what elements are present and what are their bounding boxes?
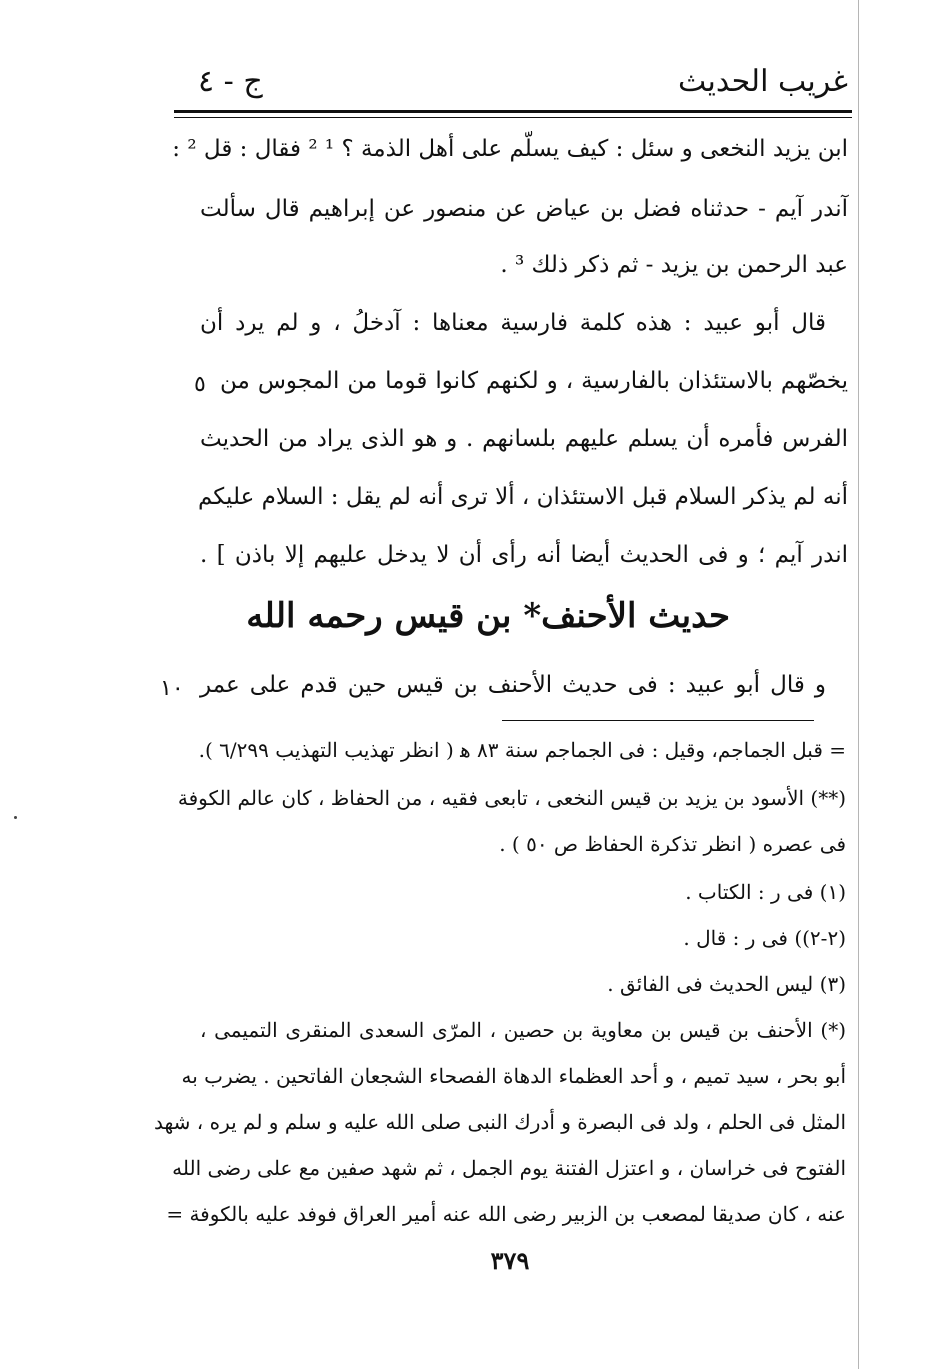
body-line-after-heading: و قال أبو عبيد : فى حديث الأحنف بن قيس حين قدم على عمر (200, 672, 826, 698)
margin-line-number-5: ٥ (194, 372, 206, 397)
footnote-line: المثل فى الحلم ، ولد فى البصرة و أدرك النبى صلى الله عليه و سلم و لم يره ، شهد (153, 1110, 846, 1134)
footnote-separator (502, 720, 814, 721)
body-line-5: يخصّهم بالاستئذان بالفارسية ، و لكنهم كانوا قوما من المجوس من (220, 368, 848, 394)
footnote-line: = قبل الجماجم، وقيل : فى الجماجم سنة ٨٣ ﻫ ( انظر تهذيب التهذيب ٦/٢٩٩ ). (198, 738, 846, 762)
footnote-line: (٢-٢)) فى ر : قال . (683, 926, 846, 950)
body-line-1: ابن يزيد النخعى و سئل : كيف يسلّم على أهل الذمة ؟ ¹ ² فقال : قل ² : (172, 136, 848, 162)
footnote-line: (**) الأسود بن يزيد بن قيس النخعى ، تابعى فقيه ، من الحفاظ ، كان عالم الكوفة (177, 786, 846, 810)
body-line-4: قال أبو عبيد : هذه كلمة فارسية معناها : آدخلُ ، و لم يرد أن (200, 310, 826, 336)
footnote-line: فى عصره ( انظر تذكرة الحفاظ ص ٥٠ ) . (499, 832, 846, 856)
footnote-line: الفتوح فى خراسان ، و اعتزل الفتنة يوم الجمل ، ثم شهد صفين مع على رضى الله (172, 1156, 846, 1180)
header-rule-thick (174, 110, 852, 113)
page-number: ٣٧٩ (490, 1246, 530, 1275)
running-header-title: غريب الحديث (678, 64, 848, 99)
footnote-line: عنه ، كان صديقا لمصعب بن الزبير رضى الله عنه أمير العراق فوفد عليه بالكوفة = (166, 1202, 846, 1226)
body-line-3: عبد الرحمن بن يزيد - ثم ذكر ذلك ³ . (500, 252, 848, 278)
footnote-line: (٣) ليس الحديث فى الفائق . (607, 972, 846, 996)
body-line-2: آندر آيم - حدثناه فضل بن عياض عن منصور عن إبراهيم قال سألت (200, 196, 848, 222)
body-line-8: اندر آيم ؛ و فى الحديث أيضا أنه رأى أن لا يدخل عليهم إلا باذن ] . (200, 542, 848, 568)
body-line-7: أنه لم يذكر السلام قبل الاستئذان ، ألا ترى أنه لم يقل : السلام عليكم (198, 484, 848, 510)
footnote-line: (*) الأحنف بن قيس بن معاوية بن حصين ، المرّى السعدى المنقرى التميمى ، (200, 1018, 847, 1042)
footnote-line: أبو بحر ، سيد تميم ، و أحد العظماء الدهاة الفصحاء الشجعان الفاتحين . يضرب به (181, 1064, 846, 1088)
page-edge-line (858, 0, 859, 1369)
header-rule-thin (174, 117, 852, 118)
running-header-volume: ج - ٤ (198, 64, 263, 99)
scan-speck (14, 816, 17, 819)
body-line-6: الفرس فأمره أن يسلم عليهم بلسانهم . و هو الذى يراد من الحديث (200, 426, 848, 452)
section-heading: حديث الأحنف* بن قيس رحمه الله (246, 596, 730, 636)
margin-line-number-10: ١٠ (160, 676, 184, 701)
footnote-line: (١) فى ر : الكتاب . (685, 880, 846, 904)
